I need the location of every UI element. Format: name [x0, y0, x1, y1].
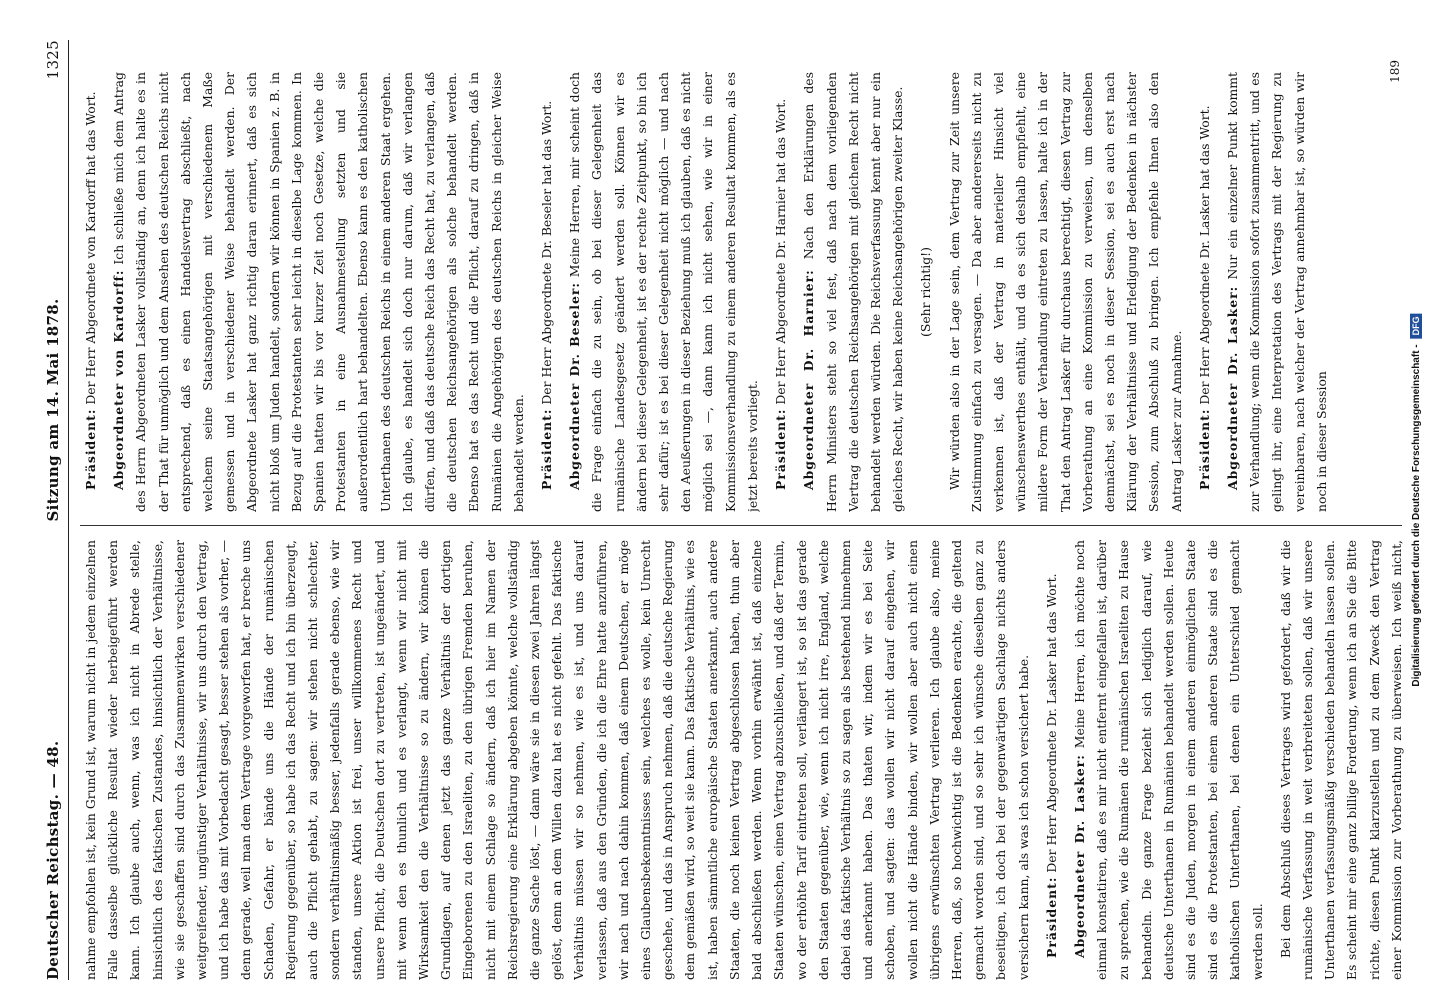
speech-text: Der Herr Abgeordnete von Kardorff hat das Wort.: [83, 91, 98, 405]
speech-paragraph: [1069, 540, 1269, 980]
header-left: Deutscher Reichstag. — 48.: [44, 740, 62, 980]
body-paragraph: Wir würden also in der Lage sein, dem Vertrag zur Zeit unsere Zustimmung einfach zu versagen. — Da aber andererseits nicht zu verkennen ist, daß der Vertrag in materieller Hinsicht viel wünschenswerthes enthält, und da es sich deshalb empfiehlt, eine mildere Form der Verhandlung eintreten zu lassen, halte ich in der That den Antrag Lasker für durchaus berechtigt, diesen Vertrag zur Vorberathung an eine Kommission zu verweisen, um denselben demnächst, sei es noch in dieser Session, sei es auch erst nach Klärung der Verhältnisse und Erledigung der Bedenken in nächster Session, zum Abschluß zu bringen. Ich empfehle Ihnen also den Antrag Lasker zur Annahme.: [946, 72, 1184, 512]
speech-text: Der Herr Abgeordnete Dr. Lasker hat das Wort.: [1196, 105, 1212, 405]
speech-paragraph: [1222, 72, 1333, 512]
attribution-text: Digitalisierung gefördert durch die Deutsche Forschungsgemeinschaft -: [1410, 344, 1422, 687]
speech-text: Meine Herren, mir scheint doch die Frage einfach die zu sein, ob bei dieser Gelegenheit das rumänische Landesgesetz geändert werden soll. Können wir es ändern bei dieser Gelegenheit, ist es der rechte Zeitpunkt, so bin ich sehr dafür; ist es bei dieser Gelegenheit nicht möglich — und nach den Aeußerungen in dieser Beziehung muß ich glauben, daß es nicht möglich sei —, dann kann ich nicht sehen, wie wir in einer Kommissionsverhandlung zu einem anderen Resultat kommen, als es jetzt bereits vorliegt.: [567, 72, 760, 512]
header-center: Sitzung am 14. Mai 1878.: [44, 298, 62, 522]
digitization-attribution: [1410, 313, 1422, 686]
speaker-label: Präsident:: [773, 408, 789, 490]
sheet-number: 189: [1388, 60, 1402, 83]
column-divider: [80, 525, 1402, 526]
speech-text: Meine Herren, ich möchte noch einmal konstatiren, daß es mir nicht entfernt eingefallen ist, darüber zu sprechen, wie die Rumänen die rumänischen Israeliten zu Hause behandeln. Die ganze Frage bezieht sich lediglich darauf, wie deutsche Unterthanen in Rumänien behandelt werden sollen. Heute sind es die Juden, morgen in einem anderen einmöglichen Staate sind es die Protestanten, bei einem anderen Staate sind es die katholischen Unterthanen, bei denen ein Unterschied gemacht werden soll.: [1071, 540, 1265, 980]
left-column: [80, 540, 1412, 980]
body-paragraph: Bei dem Abschluß dieses Vertrages wird gefordert, daß wir die rumänische Verfassung in weit verbreiteten sollen, daß wir unsere Unterthanen verfassungsmäßig verschieden behandeln lassen sollen. Es scheint mir eine ganz billige Forderung, wenn ich an Sie die Bitte richte, diesen Punkt klarzustellen und zu dem Zweck den Vertrag einer Kommission zur Vorberathung zu überweisen. Ich weiß nicht,: [1277, 540, 1404, 980]
speech-paragraph: [80, 72, 102, 512]
speech-paragraph: [1194, 72, 1216, 512]
speech-paragraph: [798, 72, 909, 512]
speaker-label: Präsident:: [83, 408, 98, 490]
page-header: [22, 40, 62, 980]
speech-paragraph: [1041, 540, 1063, 980]
speaker-label: Abgeordneter Dr. Beseler:: [567, 281, 583, 490]
speech-text: Ich schließe mich dem Antrag des Herrn Abgeordneten Lasker vollständig an, denn ich halte es in der That für unmöglich und dem Ansehen des deutschen Reichs nicht entsprechend, daß es einen Handelsvertrag abschließt, nach welchem seine Staatsangehörigen mit verschiedenem Maße gemessen und in verschiedener Weise behandelt werden. Der Abgeordnete Lasker hat ganz richtig daran erinnert, daß es sich nicht bloß um Juden handelt, sondern wir können in Spanien z. B. in Bezug auf die Protestanten sehr leicht in dieselbe Lage kommen. In Spanien hatten wir bis vor kurzer Zeit noch Gesetze, welche die Protestanten in eine Ausnahmestellung setzten und sie außerordentlich hart behandelten. Ebenso kann es den katholischen Unterthanen des deutschen Reichs in einem anderen Staat ergehen. Ich glaube, es handelt sich doch nur darum, daß wir verlangen dürfen, und daß das deutsche Reich das Recht hat, zu verlangen, daß die deutschen Reichsangehörigen als solche behandelt werden. Ebenso hat es das Recht und die Pflicht, darauf zu dringen, daß in Rumänien die Angehörigen des deutschen Reichs in gleicher Weise behandelt werden.: [111, 72, 526, 512]
speaker-label: Abgeordneter Dr. Lasker:: [1224, 285, 1240, 490]
header-rule: [68, 40, 69, 980]
dfg-logo: DFG: [1410, 313, 1422, 338]
speaker-label: Abgeordneter von Kardorff:: [111, 269, 127, 490]
speech-text: Der Herr Abgeordnete Dr. Harnier hat das Wort.: [773, 98, 789, 405]
speaker-label: Präsident:: [539, 408, 555, 490]
speaker-label: Präsident:: [1196, 408, 1212, 490]
interjection: (Sehr richtig!): [918, 247, 934, 337]
speaker-label: Abgeordneter Dr. Harnier:: [801, 269, 817, 490]
right-column: [80, 72, 1412, 512]
speech-paragraph: [108, 72, 530, 512]
speaker-label: Präsident:: [1043, 876, 1059, 958]
speech-text: Der Herr Abgeordnete Dr. Beseler hat das Wort.: [539, 100, 555, 405]
speech-text: Der Herr Abgeordnete Dr. Lasker hat das Wort.: [1043, 573, 1059, 873]
page-number: 1325: [44, 40, 62, 80]
body-paragraph: nahme empfohlen ist, kein Grund ist, warum nicht in jedem einzelnen Falle dasselbe glückliche Resultat wieder herbeigeführt werden kann. Ich glaube auch, wenn, was ich nicht in Abrede stelle, hinsichtlich des faktischen Zustandes, hinsichtlich der Verhältnisse, wie sie geschaffen sind durch das Zusammenwirken verschiedener weitgreifender, ungünstiger Verhältnisse, wir uns durch den Vertrag, und ich habe das mit Vorbedacht gesagt, besser stehen als vorher, — denn gerade, weil man dem Vertrage vorgeworfen hat, er breche uns Schaden, Gefahr, er bände uns die Hände der rumänischen Regierung gegenüber, so habe ich das Recht und ich bin überzeugt, auch die Pflicht gehabt, zu sagen: wir stehen nicht schlechter, sondern verhältnismäßig besser, jedenfalls gerade ebenso, wie wir standen, unsere Aktion ist frei, unser willkommenes Recht und unsere Pflicht, die Deutschen dort zu vertreten, ist ungeändert, und mit wenn den es thunlich und es verlangt, wenn wir nicht mit Wirksamkeit den die Verhältnisse so zu ändern, wir können die Grundlagen, auf denen jetzt das ganze Verhältnis der dortigen Eingeborenen zu den Israeliten, zu den übrigen Fremden beruhen, nicht mit einem Schlage so ändern, daß ich hier im Namen der Reichsregierung eine Erklärung abgeben könnte, welche vollständig die ganze Sache löst, — dann wäre sie in diesen zwei Jahren längst gelöst, denn an dem Willen dazu hat es nicht gefehlt. Das faktische Verhältnis müssen wir so nehmen, wie es ist, und uns darauf verlassen, daß aus den Gründen, die ich die Ehre hatte anzuführen, wir nach und nach dahin kommen, daß einem Deutschen, er möge eines Glaubensbekenntnisses sein, welches es wolle, kein Unrecht geschehe, und das in Anspruch nehmen, daß die deutsche Regierung dem gemäßen wird, so weit sie kann. Das faktische Verhältnis, wie es ist, haben sämmtliche europäische Staaten anerkannt, auch andere Staaten, die noch keinen Vertrag abgeschlossen haben, thun aber bald abschließen werden. Wenn vorhin erwähnt ist, daß einzelne Staaten wünschen, einen Vertrag abzuschließen, und daß der Termin, wo der erhöhte Tarif eintreten soll, verlängert ist, so ist das gerade den Staaten gegenüber, wie, wenn ich nicht irre, England, welche dabei das faktische Verhältnis so zu sagen als bestehend hinnehmen und anerkannt haben. Das thaten wir, indem wir es bei Seite schoben, und sagten: das wollen wir nicht darauf eingehen, wir wollen nicht die Hände binden, wir wollen aber auch nicht einen übrigens erwünschten Vertrag verlieren. Ich glaube also, meine Herren, daß, so hochwichtig ist die Bedenken erachte, die geltend gemacht worden sind, und so sehr ich wünsche dieselben ganz zu beseitigen, ich doch bei der gegenwärtigen Sachlage nichts anders versichern kann, als was ich schon versichert habe.: [83, 540, 1031, 980]
speech-paragraph: [770, 72, 792, 512]
speech-text: Nach den Erklärungen des Herrn Ministers steht so viel fest, daß nach dem vorliegenden Vertrag die deutschen Reichsangehörigen mit gleichem Recht nicht behandelt werden würden. Die Reichsverfassung kennt aber nur ein gleiches Recht, wir haben keine Reichsangehörigen zweiter Klasse.: [801, 72, 906, 512]
speech-paragraph: [536, 72, 558, 512]
speaker-label: Abgeordneter Dr. Lasker:: [1071, 754, 1087, 958]
speech-paragraph: [564, 72, 764, 512]
speech-text: Nur ein einzelner Punkt kommt zur Verhandlung; wenn die Kommission sofort zusammentritt, und es gelingt ihr, eine Interpretation des Vertrags mit der Regierung zu vereinbaren, nach welcher der Vertrag annehmbar ist, so würden wir noch in dieser Session: [1224, 72, 1329, 512]
